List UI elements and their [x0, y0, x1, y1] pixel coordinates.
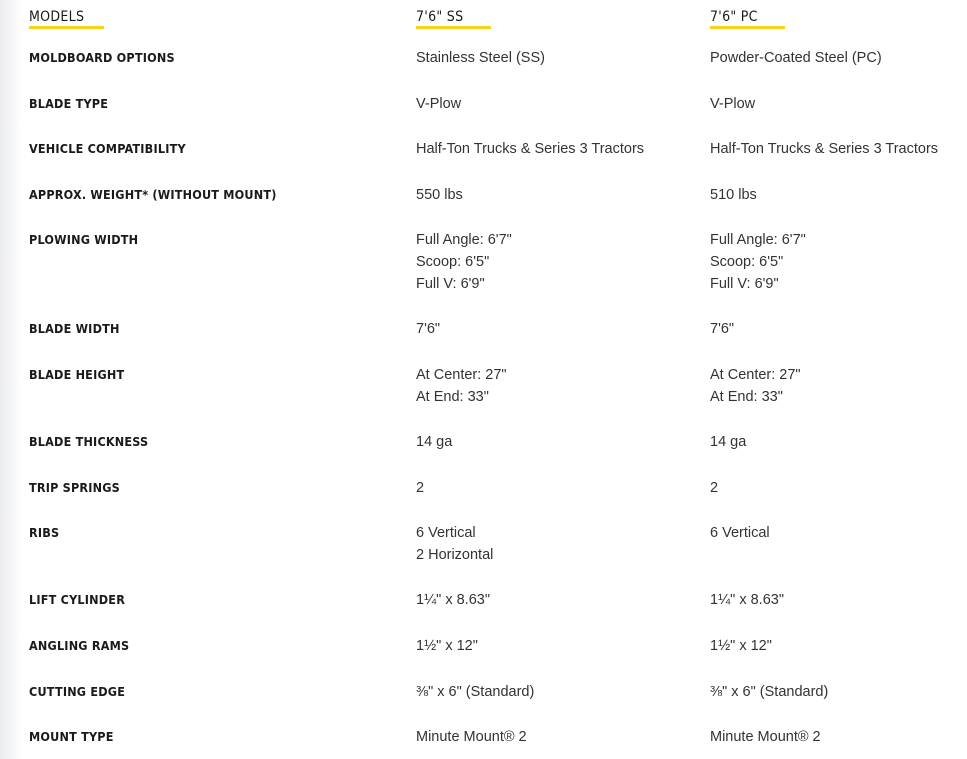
ss-value: 1¼" x 8.63" — [416, 592, 490, 608]
ss-value: 14 ga — [416, 434, 453, 450]
row-label: PLOWING WIDTH — [29, 232, 139, 247]
pc-value: 2 — [710, 480, 719, 496]
ss-value: Half-Ton Trucks & Series 3 Tractors — [416, 141, 645, 157]
model-pc-underline — [710, 26, 785, 29]
ss-value: Full Angle: 6'7" Scoop: 6'5" Full V: 6'9" — [416, 232, 512, 292]
pc-value: Half-Ton Trucks & Series 3 Tractors — [710, 141, 939, 157]
row-label: BLADE WIDTH — [29, 321, 120, 336]
models-underline — [29, 26, 104, 29]
pc-value: 1¼" x 8.63" — [710, 592, 784, 608]
pc-value: 1½" x 12" — [710, 638, 772, 654]
ss-value: V-Plow — [416, 96, 462, 112]
model-ss-underline — [416, 26, 491, 29]
row-label: BLADE THICKNESS — [29, 434, 149, 449]
row-label: RIBS — [29, 525, 60, 540]
ss-value: Minute Mount® 2 — [416, 729, 527, 745]
pc-value: Powder-Coated Steel (PC) — [710, 50, 882, 66]
ss-value: Stainless Steel (SS) — [416, 50, 545, 66]
row-label: BLADE HEIGHT — [29, 367, 125, 382]
row-label: CUTTING EDGE — [29, 684, 126, 699]
ss-value: 7'6" — [416, 321, 441, 337]
pc-value: ⅜" x 6" (Standard) — [710, 684, 829, 700]
row-label: LIFT CYLINDER — [29, 592, 126, 607]
row-label: MOLDBOARD OPTIONS — [29, 50, 175, 65]
row-label: VEHICLE COMPATIBILITY — [29, 141, 186, 156]
pc-value: 510 lbs — [710, 187, 757, 203]
row-label: APPROX. WEIGHT* (WITHOUT MOUNT) — [29, 187, 277, 202]
pc-value: At Center: 27" At End: 33" — [710, 367, 801, 405]
row-label: ANGLING RAMS — [29, 638, 130, 653]
left-edge-fade — [0, 0, 22, 759]
row-label: MOUNT TYPE — [29, 729, 114, 744]
models-label: MODELS — [29, 9, 85, 25]
pc-value: 14 ga — [710, 434, 747, 450]
model-ss-heading: 7'6" SS — [416, 9, 464, 25]
model-pc-heading: 7'6" PC — [710, 9, 758, 25]
pc-value: Full Angle: 6'7" Scoop: 6'5" Full V: 6'9" — [710, 232, 806, 292]
pc-value: 7'6" — [710, 321, 735, 337]
row-label: BLADE TYPE — [29, 96, 109, 111]
ss-value: 6 Vertical 2 Horizontal — [416, 525, 494, 563]
ss-value: 550 lbs — [416, 187, 463, 203]
pc-value: Minute Mount® 2 — [710, 729, 821, 745]
ss-value: ⅜" x 6" (Standard) — [416, 684, 535, 700]
pc-value: V-Plow — [710, 96, 756, 112]
pc-value: 6 Vertical — [710, 525, 770, 541]
row-label: TRIP SPRINGS — [29, 480, 120, 495]
ss-value: 2 — [416, 480, 425, 496]
ss-value: 1½" x 12" — [416, 638, 478, 654]
ss-value: At Center: 27" At End: 33" — [416, 367, 507, 405]
